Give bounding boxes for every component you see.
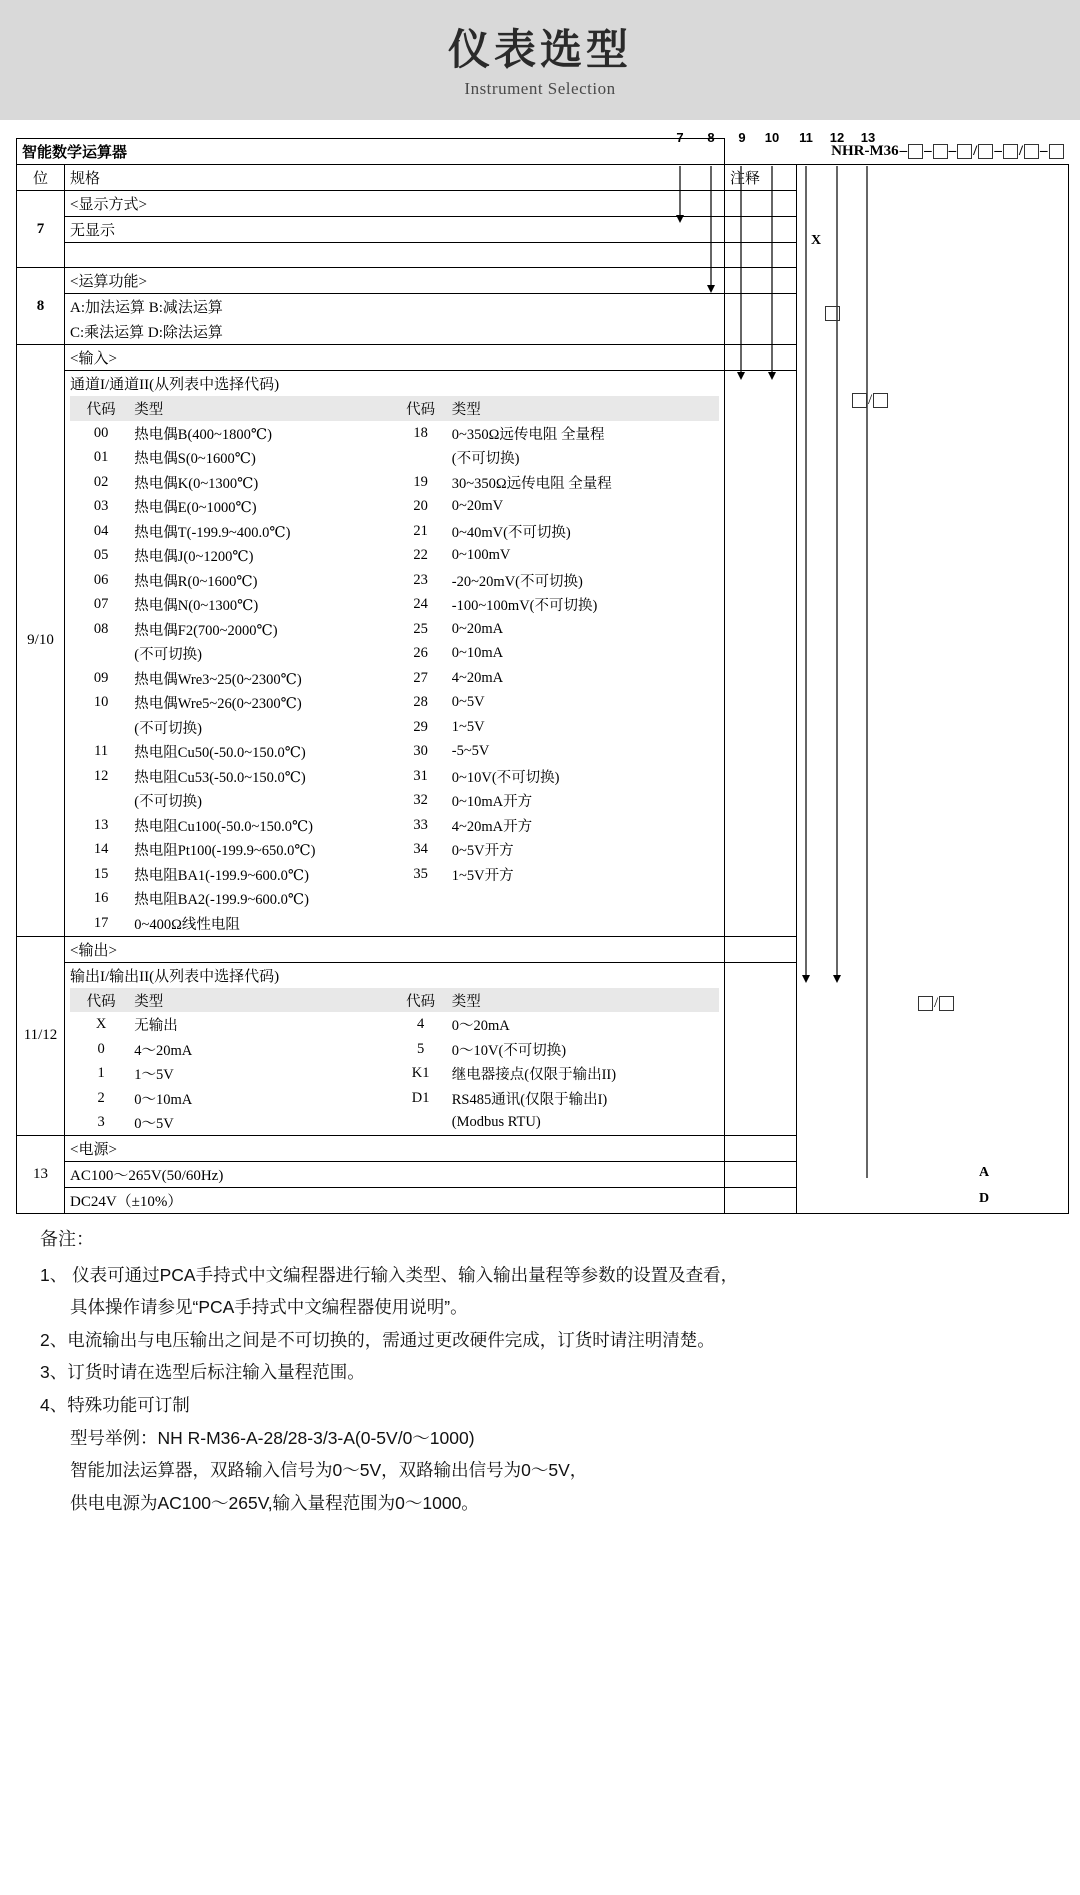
sec8-title: <运算功能> bbox=[65, 268, 725, 294]
table-row bbox=[70, 470, 719, 495]
cell-code-left: 04 bbox=[93, 522, 109, 539]
model-code-row: NHR-M36– – – / – / – bbox=[725, 139, 1069, 165]
sec7-row-0: 无显示 bbox=[65, 217, 725, 243]
cell-type-right: 继电器接点(仅限于输出II) bbox=[451, 1067, 617, 1084]
cell-type-right: 0~350Ω远传电阻 全量程 bbox=[451, 426, 605, 443]
cell-type-left: 0～10mA bbox=[134, 1091, 193, 1108]
cell-type-right: 4~20mA开方 bbox=[451, 818, 533, 835]
table-row bbox=[70, 838, 719, 863]
sec8-row-1: C:乘法运算 D:除法运算 bbox=[65, 319, 725, 345]
cell-type-right: 0～10V(不可切换) bbox=[451, 1042, 567, 1059]
cell-type-right: 0~100mV bbox=[451, 547, 511, 564]
position-number-9: 9 bbox=[738, 130, 746, 145]
cell-type-left: 热电偶R(0~1600℃) bbox=[134, 573, 258, 590]
note-example-model: 型号举例：NH R-M36-A-28/28-3/3-A(0-5V/0～1000) bbox=[70, 1427, 475, 1448]
sec910-inner-head-cell bbox=[65, 396, 725, 421]
cell-type-right: 0~20mA bbox=[451, 620, 504, 637]
cell-type-left: 热电阻Pt100(-199.9~650.0℃) bbox=[134, 843, 316, 860]
cell-code-left: 12 bbox=[93, 767, 109, 784]
cell-code-left bbox=[70, 715, 132, 740]
pos-7: 7 bbox=[17, 191, 65, 268]
table-row bbox=[70, 421, 719, 446]
pos-11-12: 11/12 bbox=[17, 936, 65, 1136]
sec7-note-3 bbox=[725, 243, 797, 268]
cell-type-left: 热电偶Wre3~25(0~2300℃) bbox=[134, 671, 302, 688]
table-row bbox=[70, 544, 719, 569]
cell-code-left: 1 bbox=[97, 1065, 105, 1082]
selection-table bbox=[16, 138, 1069, 1214]
cell-code-left bbox=[70, 789, 132, 814]
cell-code-left: 3 bbox=[97, 1114, 105, 1131]
cell-code-left: 08 bbox=[93, 620, 109, 637]
cell-code-right: 32 bbox=[413, 792, 428, 809]
cell-type-right: 0~20mV bbox=[451, 498, 504, 515]
note-example-desc2: 供电电源为AC100～265V,输入量程范围为0～1000。 bbox=[70, 1492, 479, 1513]
cell-code-right: K1 bbox=[411, 1065, 430, 1082]
page-subtitle: Instrument Selection bbox=[464, 79, 616, 99]
head2-code-2: 代码 bbox=[391, 988, 449, 1013]
position-number-11: 11 bbox=[799, 130, 813, 145]
cell-code-right bbox=[391, 911, 449, 936]
cell-type-left: 热电阻BA1(-199.9~600.0℃) bbox=[134, 867, 309, 884]
sec910-note-2 bbox=[725, 371, 797, 937]
cell-code-right: 22 bbox=[413, 547, 428, 564]
cell-type-left: 热电阻Cu50(-50.0~150.0℃) bbox=[134, 745, 306, 762]
cell-type-right: 0~40mV(不可切换) bbox=[451, 524, 571, 541]
sec1112-subtitle: 输出I/输出II(从列表中选择代码) bbox=[65, 962, 725, 988]
table-row bbox=[70, 617, 719, 642]
cell-type-left: 热电偶K(0~1300℃) bbox=[134, 475, 259, 492]
product-name: 智能数学运算器 bbox=[17, 139, 725, 165]
cell-type-left: 热电偶J(0~1200℃) bbox=[134, 549, 254, 566]
table-row bbox=[70, 813, 719, 838]
table-row bbox=[70, 887, 719, 912]
cell-code-right: 4 bbox=[416, 1016, 425, 1033]
cell-code-left: 14 bbox=[93, 841, 109, 858]
cell-type-left: 0～5V bbox=[134, 1116, 174, 1133]
table-row bbox=[70, 568, 719, 593]
head2-code-1: 代码 bbox=[70, 988, 132, 1013]
cell-code-left: 06 bbox=[93, 571, 109, 588]
cell-type-left: (不可切换) bbox=[134, 720, 202, 737]
cell-code-right: 31 bbox=[413, 767, 428, 784]
head-type-2: 类型 bbox=[450, 396, 719, 421]
sec1112-items-table bbox=[70, 1013, 719, 1136]
cell-code-right: 21 bbox=[413, 522, 428, 539]
sec910-items-cell bbox=[65, 421, 725, 936]
head2-type-2: 类型 bbox=[450, 988, 719, 1013]
pos-8: 8 bbox=[17, 268, 65, 345]
cell-code-left: 10 bbox=[93, 694, 109, 711]
table-row bbox=[70, 1086, 719, 1111]
content-area bbox=[0, 120, 1080, 1549]
cell-code-right: 26 bbox=[413, 645, 428, 662]
sec13-note-2 bbox=[725, 1162, 797, 1188]
cell-code-left: 05 bbox=[93, 547, 109, 564]
cell-code-right: 20 bbox=[413, 498, 428, 515]
cell-code-right: 24 bbox=[413, 596, 428, 613]
sec910-title: <输入> bbox=[65, 345, 725, 371]
position-number-8: 8 bbox=[707, 130, 715, 145]
note-4: 4、特殊功能可订制 bbox=[40, 1395, 190, 1415]
cell-type-right: (Modbus RTU) bbox=[451, 1114, 541, 1131]
cell-type-right: 0～20mA bbox=[451, 1018, 510, 1035]
cell-code-left: 15 bbox=[93, 865, 109, 882]
sec1112-items-cell bbox=[65, 1013, 725, 1136]
sec13-row-1: DC24V（±10%） bbox=[65, 1188, 725, 1214]
note-1: 1、 仪表可通过PCA手持式中文编程器进行输入类型、输入输出量程等参数的设置及查看， bbox=[40, 1264, 739, 1285]
head-code-1: 代码 bbox=[70, 396, 132, 421]
cell-type-right: -100~100mV(不可切换) bbox=[451, 598, 598, 615]
position-number-10: 10 bbox=[764, 130, 780, 145]
table-row bbox=[70, 789, 719, 814]
cell-code-left: 00 bbox=[93, 424, 109, 441]
model-code: NHR-M36 bbox=[831, 142, 899, 159]
cell-type-right: -20~20mV(不可切换) bbox=[451, 573, 583, 590]
cell-type-right: 0~10mA bbox=[451, 645, 504, 662]
table-row bbox=[70, 519, 719, 544]
sec8-note-1 bbox=[725, 268, 797, 294]
cell-type-left: 热电偶E(0~1000℃) bbox=[134, 500, 257, 517]
table-row bbox=[70, 1111, 719, 1136]
note-example-desc1: 智能加法运算器，双路输入信号为0～5V，双路输出信号为0～5V， bbox=[70, 1460, 588, 1481]
cell-type-left: 热电偶B(400~1800℃) bbox=[134, 426, 272, 443]
cell-code-right: D1 bbox=[411, 1089, 430, 1106]
cell-code-right: 27 bbox=[413, 669, 428, 686]
cell-code-right: 19 bbox=[413, 473, 428, 490]
sec13-note-3 bbox=[725, 1188, 797, 1214]
page-title: 仪表选型 bbox=[447, 25, 632, 73]
cell-type-right bbox=[450, 911, 719, 936]
note-1b: 具体操作请参见“PCA手持式中文编程器使用说明”。 bbox=[70, 1297, 468, 1318]
mark-pos7: X bbox=[811, 233, 822, 248]
notes-heading: 备注： bbox=[40, 1229, 94, 1249]
table-row bbox=[70, 593, 719, 618]
cell-type-right: 30~350Ω远传电阻 全量程 bbox=[451, 475, 612, 492]
cell-type-left: (不可切换) bbox=[134, 647, 202, 664]
cell-type-right: 4~20mA bbox=[451, 669, 504, 686]
header-note: 注释 bbox=[725, 165, 797, 191]
table-row bbox=[70, 1062, 719, 1087]
sec1112-note-1 bbox=[725, 936, 797, 962]
cell-code-right bbox=[391, 446, 449, 471]
sec7-note-1 bbox=[725, 191, 797, 217]
sec910-items-table bbox=[70, 421, 719, 936]
cell-code-left: 2 bbox=[97, 1089, 105, 1106]
cell-code-left: 03 bbox=[93, 498, 109, 515]
cell-code-left: 01 bbox=[93, 449, 109, 466]
note-3: 3、订货时请在选型后标注输入量程范围。 bbox=[40, 1362, 365, 1383]
sec13-title: <电源> bbox=[65, 1136, 725, 1162]
sec7-note-2 bbox=[725, 217, 797, 243]
cell-code-left: 11 bbox=[94, 743, 109, 760]
header-spec: 规格 bbox=[65, 165, 725, 191]
cell-code-left: 16 bbox=[93, 890, 109, 907]
mark-pos13-a: A bbox=[979, 1165, 990, 1180]
cell-type-left: 无输出 bbox=[134, 1018, 178, 1035]
sec7-title: <显示方式> bbox=[65, 191, 725, 217]
cell-type-left: 热电阻Cu53(-50.0~150.0℃) bbox=[134, 769, 306, 786]
head-type-1: 类型 bbox=[132, 396, 391, 421]
table-row bbox=[70, 446, 719, 471]
cell-type-right: 0~10V(不可切换) bbox=[451, 769, 560, 786]
sec7-row-1 bbox=[65, 243, 725, 268]
cell-type-right: 0~5V bbox=[451, 694, 485, 711]
page-banner bbox=[0, 0, 1080, 120]
cell-type-right: -5~5V bbox=[451, 743, 490, 760]
cell-type-left: 热电偶S(0~1600℃) bbox=[134, 451, 256, 468]
table-row bbox=[70, 740, 719, 765]
cell-code-left: 0 bbox=[97, 1040, 105, 1057]
position-number-row bbox=[0, 130, 1080, 152]
sec8-note-2 bbox=[725, 294, 797, 345]
cell-type-right: 0~5V开方 bbox=[451, 843, 514, 860]
cell-type-left: 热电偶F2(700~2000℃) bbox=[134, 622, 278, 639]
mark-pos9-10-box: / bbox=[852, 392, 888, 409]
cell-code-left: 07 bbox=[93, 596, 109, 613]
pos-13: 13 bbox=[17, 1136, 65, 1214]
cell-type-left: 4～20mA bbox=[134, 1042, 193, 1059]
cell-type-right bbox=[450, 887, 719, 912]
sec910-head-table bbox=[70, 396, 719, 421]
sec13-row-0: AC100～265V(50/60Hz) bbox=[65, 1162, 725, 1188]
cell-type-right: 1~5V bbox=[451, 718, 485, 735]
mark-pos13-d: D bbox=[979, 1191, 990, 1206]
cell-code-right: 18 bbox=[413, 424, 428, 441]
table-row bbox=[70, 862, 719, 887]
inner-head-row-2 bbox=[70, 988, 719, 1013]
cell-type-right: RS485通讯(仅限于输出I) bbox=[451, 1091, 608, 1108]
position-number-13: 13 bbox=[860, 130, 876, 145]
table-row bbox=[70, 642, 719, 667]
sec8-row-0: A:加法运算 B:减法运算 bbox=[65, 294, 725, 320]
cell-type-left: 热电偶T(-199.9~400.0℃) bbox=[134, 524, 291, 541]
table-row bbox=[70, 715, 719, 740]
cell-type-left: (不可切换) bbox=[134, 794, 202, 811]
sec13-note-1 bbox=[725, 1136, 797, 1162]
sec910-note-1 bbox=[725, 345, 797, 371]
cell-type-left: 热电阻BA2(-199.9~600.0℃) bbox=[134, 892, 309, 909]
head-code-2: 代码 bbox=[391, 396, 449, 421]
header-pos: 位 bbox=[17, 165, 65, 191]
cell-code-left: 02 bbox=[93, 473, 109, 490]
sec1112-head-table bbox=[70, 988, 719, 1013]
sec1112-inner-head-cell bbox=[65, 988, 725, 1013]
cell-code-right: 28 bbox=[413, 694, 428, 711]
sec1112-note-2 bbox=[725, 962, 797, 1136]
table-row bbox=[70, 666, 719, 691]
mark-pos8-box bbox=[825, 305, 840, 322]
position-number-7: 7 bbox=[676, 130, 684, 145]
note-2: 2、电流输出与电压输出之间是不可切换的，需通过更改硬件完成，订货时请注明清楚。 bbox=[40, 1329, 715, 1350]
cell-code-left bbox=[70, 642, 132, 667]
position-number-12: 12 bbox=[829, 130, 845, 145]
table-header-row bbox=[17, 165, 1069, 191]
cell-code-right: 25 bbox=[413, 620, 428, 637]
cell-type-right: 1~5V开方 bbox=[451, 867, 514, 884]
diagram-column bbox=[797, 165, 1069, 1214]
cell-code-right: 34 bbox=[413, 841, 428, 858]
cell-type-left: 热电偶N(0~1300℃) bbox=[134, 598, 259, 615]
cell-type-left: 热电偶Wre5~26(0~2300℃) bbox=[134, 696, 302, 713]
table-row bbox=[70, 764, 719, 789]
cell-code-left: 17 bbox=[93, 914, 109, 931]
table-row bbox=[70, 495, 719, 520]
table-row bbox=[70, 691, 719, 716]
head2-type-1: 类型 bbox=[132, 988, 391, 1013]
cell-code-right: 5 bbox=[416, 1040, 425, 1057]
table-row bbox=[70, 1013, 719, 1038]
cell-code-right: 23 bbox=[413, 571, 428, 588]
cell-code-right bbox=[391, 887, 449, 912]
cell-code-left: 13 bbox=[93, 816, 109, 833]
inner-head-row bbox=[70, 396, 719, 421]
cell-type-left: 热电阻Cu100(-50.0~150.0℃) bbox=[134, 818, 314, 835]
sec910-subtitle: 通道I/通道II(从列表中选择代码) bbox=[65, 371, 725, 397]
notes-section bbox=[14, 1214, 1066, 1549]
cell-code-right: 30 bbox=[413, 743, 428, 760]
cell-code-right bbox=[391, 1111, 449, 1136]
cell-type-right: 0~10mA开方 bbox=[451, 794, 533, 811]
cell-code-left: X bbox=[95, 1016, 107, 1033]
mark-pos11-12-box: / bbox=[918, 995, 954, 1012]
pos-9-10: 9/10 bbox=[17, 345, 65, 937]
table-row bbox=[70, 911, 719, 936]
cell-code-left: 09 bbox=[93, 669, 109, 686]
cell-code-right: 35 bbox=[413, 865, 428, 882]
cell-type-left: 0~400Ω线性电阻 bbox=[134, 916, 240, 933]
cell-code-right: 33 bbox=[413, 816, 428, 833]
cell-code-right: 29 bbox=[413, 718, 428, 735]
sec1112-title: <输出> bbox=[65, 936, 725, 962]
cell-type-left: 1～5V bbox=[134, 1067, 174, 1084]
cell-type-right: (不可切换) bbox=[451, 451, 520, 468]
table-row bbox=[70, 1037, 719, 1062]
